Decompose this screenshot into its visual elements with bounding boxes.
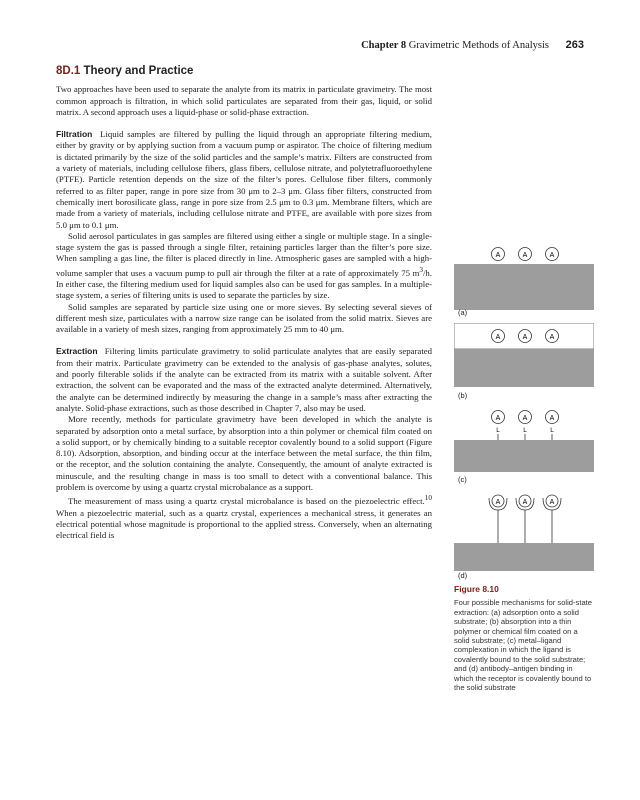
analyte-b3-label: A: [549, 334, 555, 341]
filtration-paragraph: [56, 129, 432, 231]
filtration-text-2a: Solid aerosol particulates in gas samples are filtered using either a single or multiple stage. In a single-stage system the gas is passed through a single filter, retaining particles larger than the filter’s pore size. When sampling a gas line, the filter is placed directly in line. Atmospheric gases are sampled with a high-volume sampler that uses a vacuum pump to pull air through the filter at a rate of approximately 75 m: [56, 230, 432, 278]
extraction-paragraph: [56, 346, 432, 414]
section-title: Theory and Practice: [83, 65, 194, 77]
extraction-text-1: Filtering limits particulate gravimetry to solid particulate analytes that are easily separated from their matrix. Particulate gravimetry can be extended to the analysis of gas-phase analytes, solutes, and poorly filterable solids if the analyte can be extracted from its matrix with a suitable solvent. After extraction, the solvent can be evaporated and the mass of the extracted analyte determined. Alternatively, the analyte can be determined indirectly by measuring the change in a sample’s mass after extracting the analyte. Solid-phase extractions, such as those described in Chapter 7, also may be used.: [56, 346, 433, 413]
extraction-text-3b: When a piezoelectric material, such as a quartz crystal, experiences a mechanical stress, it generates an electrical potential whose magnitude is proportional to the applied stress. Conversely, when an alternating electrical field is: [56, 507, 432, 541]
extraction-heading: Extraction: [56, 346, 98, 357]
analyte-b2-label: A: [522, 334, 528, 341]
main-column: [56, 62, 432, 541]
analyte-d1-label: A: [495, 499, 501, 506]
panel-a-label: (a): [458, 308, 468, 317]
chapter-title: Gravimetric Methods of Analysis: [408, 40, 550, 51]
ligand-c3-label: L: [550, 427, 554, 434]
panel-d-label: (d): [458, 571, 468, 580]
analyte-a1-label: A: [495, 252, 501, 259]
panel-d: [454, 491, 594, 583]
panel-c-label: (c): [458, 475, 467, 484]
section-heading: [56, 66, 432, 77]
superscript-3: 3: [419, 265, 423, 274]
analyte-b1-label: A: [495, 334, 501, 341]
filtration-text-2b: /h. In either case, the filtering medium used for liquid samples also can be used for gas samples. In a multiple-stage system, a series of filtering units is used to separate the particles by size.: [56, 267, 432, 301]
section-number: 8D.1: [56, 65, 81, 77]
figure-8-10: [454, 239, 594, 692]
chapter-label: Chapter 8: [361, 40, 407, 51]
page-number: 263: [565, 39, 584, 51]
analyte-d2-label: A: [522, 499, 528, 506]
analyte-c2-label: A: [522, 415, 528, 422]
figure-title: Figure 8.10: [454, 584, 499, 594]
substrate-a: [454, 264, 594, 310]
filtration-text-1: Liquid samples are filtered by pulling the liquid through an appropriate filtering medium, either by gravity or by applying suction from a vacuum pump or aspirator. The choice of filtering medium is dictated primarily by the size of the solid particles and the sample’s matrix. Filters are constructed from a variety of materials, including cellulose fibers, glass fibers, cellulose nitrate, and polytetrafluoroethylene (PTFE). Particle retention depends on the size of the filter’s pores. Cellulose fiber filters, commonly referred to as filter paper, range in pore size from 30 μm to 2–3 μm. Glass fiber filters, constructed from chemically inert borosilicate glass, range in pore size from 2.5 μm to 0.3 μm. Membrane filters, which are made from a variety of materials, including cellulose nitrate and PTFE, are available with pore sizes from 5.0 μm to 0.1 μm.: [56, 129, 432, 230]
panel-a-diagram: [454, 239, 594, 323]
panel-b: [454, 323, 594, 407]
panel-c: [454, 407, 594, 491]
extraction-paragraph-3: [56, 493, 432, 541]
substrate-d: [454, 543, 594, 571]
analyte-c1-label: A: [495, 415, 501, 422]
figure-caption-text: Four possible mechanisms for solid-state extraction: (a) adsorption onto a solid substrate; (b) absorption into a thin polymer or chemical film coated on a solid substrate; (c) metal–ligand complexation in which the ligand is covalently bound to the solid substrate; and (d) antibody–antigen binding in which the receptor is covalently bound to the solid substrate: [454, 598, 593, 693]
running-header: [56, 39, 584, 51]
substrate-b: [454, 349, 594, 387]
ligand-c2-label: L: [523, 427, 527, 434]
filtration-paragraph-3: Solid samples are separated by particle size using one or more sieves. By selecting several sieves of different mesh size, particulates with a narrow size range can be isolated from the solid matrix. Sieves are available in a variety of mesh sizes, ranging from approximately 25 mm to 40 μm.: [56, 301, 432, 335]
extraction-text-3a: The measurement of mass using a quartz crystal microbalance is based on the piezoelectric effect.: [68, 496, 425, 507]
intro-paragraph: Two approaches have been used to separate the analyte from its matrix in particulate gravimetry. The most common approach is filtration, in which solid particulates are separated from their gas, liquid, or solid matrix. A second approach uses a liquid-phase or solid-phase extraction.: [56, 84, 432, 117]
analyte-a2-label: A: [522, 252, 528, 259]
substrate-c: [454, 440, 594, 472]
panel-d-diagram: [454, 491, 594, 575]
panel-a: [454, 239, 594, 323]
analyte-a3-label: A: [549, 252, 555, 259]
ligand-c1-label: L: [496, 427, 500, 434]
superscript-10: 10: [424, 494, 432, 503]
panel-b-diagram: [454, 323, 594, 407]
panel-c-diagram: [454, 407, 594, 491]
panel-b-label: (b): [458, 391, 468, 400]
extraction-paragraph-2: More recently, methods for particulate gravimetry have been developed in which the analyte is separated by adsorption onto a metal surface, by absorption into a thin polymer or chemical film coated on a solid support, or by chemically binding to a suitable receptor covalently bound to a solid support (Figure 8.10). Adsorption, absorption, and binding occur at the interface between the metal surface, the thin film, or the receptor, and the solution containing the analyte. Consequently, the amount of analyte extracted is minuscule, and the resulting change in mass is too small to detect with a conventional balance. This problem is overcome by using a quartz crystal microbalance as a support.: [56, 414, 432, 492]
filtration-heading: Filtration: [56, 129, 93, 140]
analyte-d3-label: A: [549, 499, 555, 506]
filtration-paragraph-2: [56, 231, 432, 302]
analyte-c3-label: A: [549, 415, 555, 422]
figure-caption: [454, 585, 594, 692]
